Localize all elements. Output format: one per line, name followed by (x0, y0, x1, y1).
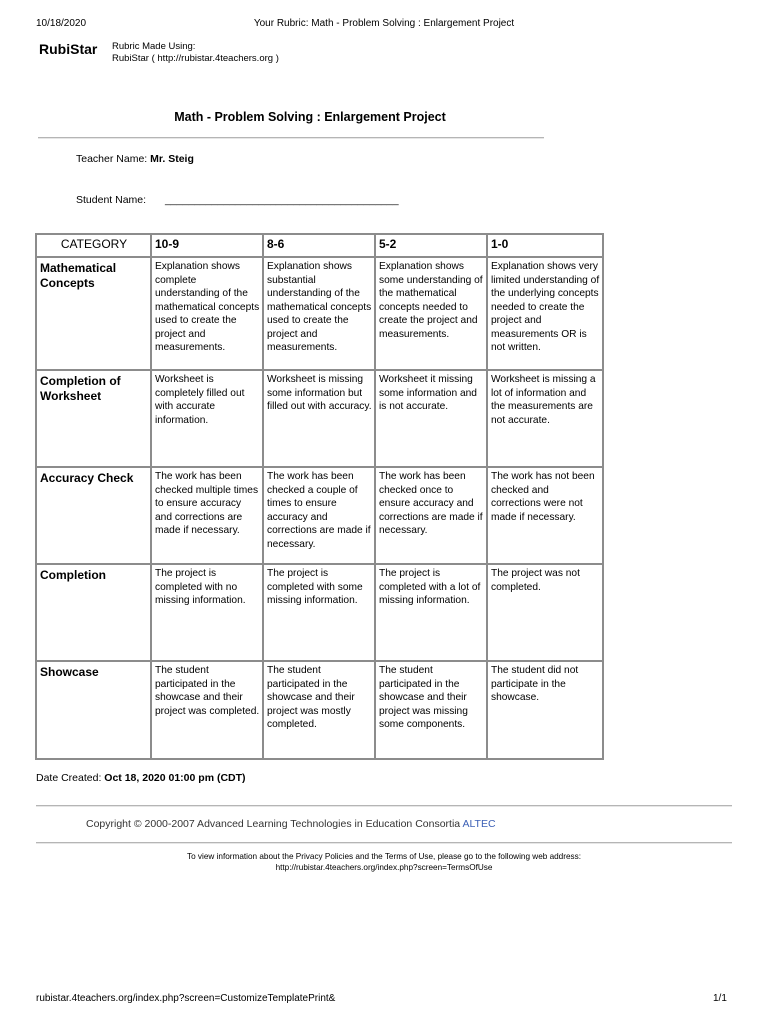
rubric-table (35, 233, 604, 760)
criteria-cell: The student participated in the showcase and their project was missing some components. (375, 661, 487, 759)
rubistar-logo: RubiStar (39, 41, 98, 57)
category-cell: Completion of Worksheet (36, 370, 151, 467)
score-header: 8-6 (263, 234, 375, 257)
criteria-cell: The project is completed with no missing information. (151, 564, 263, 661)
criteria-cell: The student participated in the showcase and their project was mostly completed. (263, 661, 375, 759)
rubric-row (36, 661, 603, 759)
criteria-cell: The project was not completed. (487, 564, 603, 661)
date-created-value: Oct 18, 2020 01:00 pm (CDT) (104, 772, 246, 784)
criteria-cell: Explanation shows substantial understanding of the mathematical concepts used to create the project and measurements. (263, 257, 375, 370)
privacy-text: To view information about the Privacy Policies and the Terms of Use, please go to the following web address: (187, 852, 581, 861)
rubric-row (36, 370, 603, 467)
print-page-title: Your Rubric: Math - Problem Solving : Enlargement Project (253, 18, 515, 29)
score-header: 5-2 (375, 234, 487, 257)
criteria-cell: Worksheet is missing a lot of information and the measurements are not accurate. (487, 370, 603, 467)
footer-divider (36, 805, 732, 807)
criteria-cell: Worksheet is completely filled out with accurate information. (151, 370, 263, 467)
print-date: 10/18/2020 (36, 18, 87, 29)
rubric-row (36, 467, 603, 564)
teacher-name-label: Teacher Name: (76, 153, 148, 165)
page-number: 1/1 (713, 993, 727, 1004)
category-cell: Accuracy Check (36, 467, 151, 564)
criteria-cell: The work has not been checked and corrections were not made if necessary. (487, 467, 603, 564)
date-created-row (36, 772, 246, 784)
criteria-cell: Worksheet it missing some information and is not accurate. (375, 370, 487, 467)
print-url: rubistar.4teachers.org/index.php?screen=CustomizeTemplatePrint& (36, 993, 336, 1004)
category-header: CATEGORY (36, 234, 151, 257)
rubric-title: Math - Problem Solving : Enlargement Project (174, 110, 446, 124)
criteria-cell: Explanation shows very limited understanding of the underlying concepts needed to create the project and measurements OR is not written. (487, 257, 603, 370)
teacher-name-row (76, 153, 194, 165)
title-divider (38, 137, 544, 139)
rubric-row (36, 564, 603, 661)
score-header: 10-9 (151, 234, 263, 257)
criteria-cell: The work has been checked once to ensure accuracy and corrections are made if necessary. (375, 467, 487, 564)
made-using-line: Rubric Made Using: (112, 41, 196, 52)
made-using-note (112, 41, 279, 65)
criteria-cell: The student participated in the showcase and their project was completed. (151, 661, 263, 759)
student-name-row (76, 194, 399, 206)
category-cell: Mathematical Concepts (36, 257, 151, 370)
criteria-cell: Explanation shows complete understanding of the mathematical concepts used to create the project and measurements. (151, 257, 263, 370)
teacher-name-value: Mr. Steig (150, 153, 194, 165)
rubric-header-row (36, 234, 603, 257)
terms-of-use-url[interactable]: http://rubistar.4teachers.org/index.php?screen=TermsOfUse (275, 863, 493, 872)
criteria-cell: The project is completed with a lot of missing information. (375, 564, 487, 661)
date-created-label: Date Created: (36, 772, 102, 784)
category-cell: Showcase (36, 661, 151, 759)
made-using-url: RubiStar ( http://rubistar.4teachers.org ) (112, 53, 279, 64)
copyright-text: Copyright © 2000-2007 Advanced Learning Technologies in Education Consortia (86, 818, 461, 830)
criteria-cell: Worksheet is missing some information but filled out with accuracy. (263, 370, 375, 467)
criteria-cell: The work has been checked a couple of times to ensure accuracy and corrections are made if necessary. (263, 467, 375, 564)
altec-link[interactable]: ALTEC (462, 818, 496, 830)
copyright-line (86, 818, 496, 830)
criteria-cell: The student did not participate in the showcase. (487, 661, 603, 759)
category-cell: Completion (36, 564, 151, 661)
criteria-cell: The work has been checked multiple times to ensure accuracy and corrections are made if necessary. (151, 467, 263, 564)
student-name-blank: ________________________________________ (164, 194, 399, 206)
criteria-cell: The project is completed with some missing information. (263, 564, 375, 661)
criteria-cell: Explanation shows some understanding of the mathematical concepts needed to create the project and measurements. (375, 257, 487, 370)
privacy-notice (36, 851, 732, 873)
score-header: 1-0 (487, 234, 603, 257)
rubric-row (36, 257, 603, 370)
footer-divider (36, 842, 732, 844)
student-name-label: Student Name: (76, 194, 147, 206)
